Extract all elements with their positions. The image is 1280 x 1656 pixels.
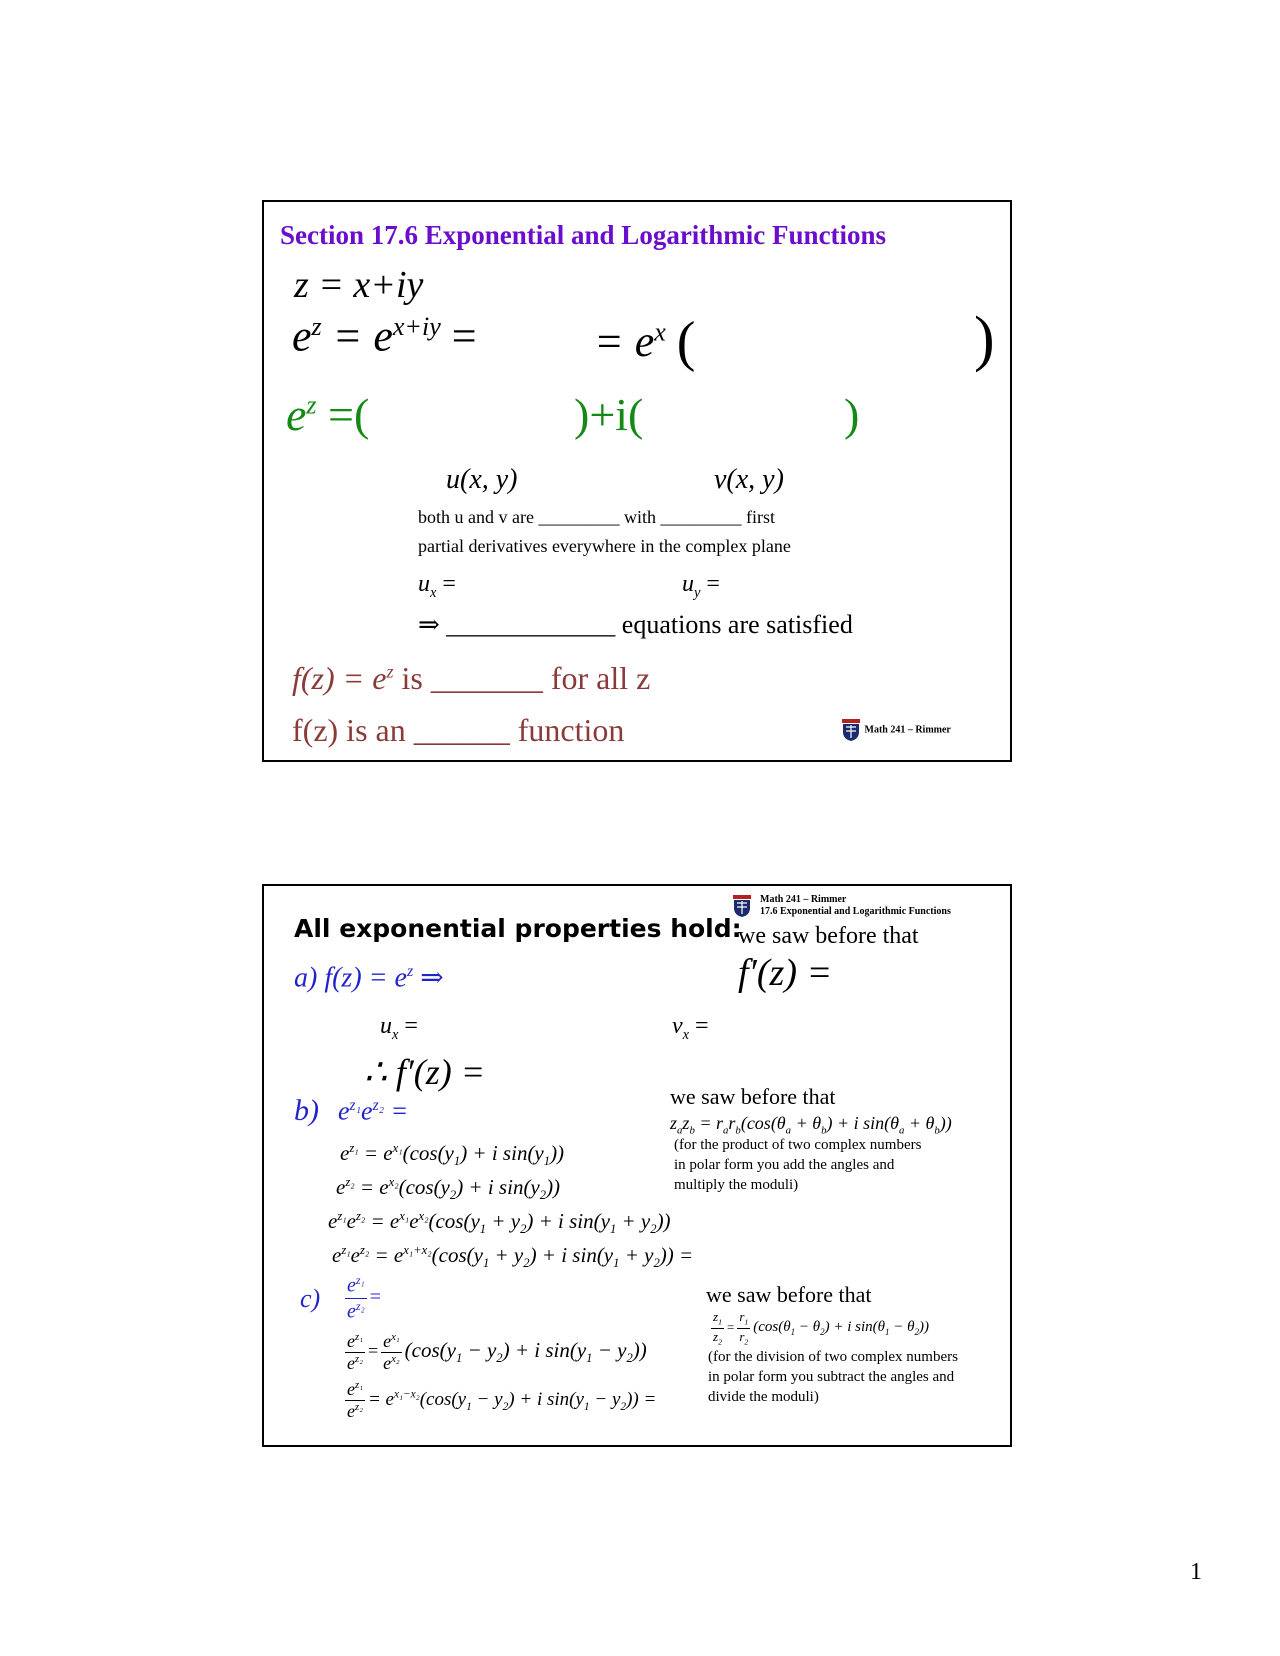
ez-base: e	[292, 311, 312, 361]
c2-rest: = $e^{x_1-x_2}(\cos(y_1 - y_2) + i$ $\sin(y_1 - y_2)$) =	[367, 1388, 657, 1413]
fz-line-1-b: is _______ for all z	[393, 660, 651, 696]
c2-frac	[345, 1380, 365, 1421]
b-line-1: $e^{z_1} = e^{x_1}(\cos(y_1) + i$ $\sin(y_1)$)	[340, 1141, 565, 1169]
uy-sub: y	[694, 584, 701, 601]
slide-1	[262, 200, 1012, 762]
part-c-label: c)	[300, 1284, 321, 1313]
uy-line	[682, 572, 720, 600]
part-a-arrow: ⇒	[413, 962, 444, 994]
ez-eq2: =	[440, 311, 477, 361]
a-vx-eq: =	[689, 1013, 709, 1039]
c1-frac-left	[345, 1332, 365, 1373]
b-line-3: $e^{z_1}e^{z_2} = e^{x_1}e^{x_2}(\cos(y_1 + y_2) + i$ $\sin(y_1 + y_2)$)	[328, 1209, 671, 1237]
fz-line-2: f(z) is an ______ function	[292, 712, 625, 748]
fz-line-1	[292, 662, 650, 694]
university-crest-icon	[840, 718, 862, 742]
c1-eq: =	[367, 1340, 379, 1361]
b-line-4: $e^{z_1}e^{z_2} = e^{x_1+x_2}(\cos(y_1 + y_2) + i$ $\sin(y_1 + y_2)$) =	[332, 1243, 694, 1271]
a-vx-sub: x	[682, 1026, 690, 1043]
a-ux-eq: =	[398, 1013, 418, 1039]
part-b-expr: $e^{z_1}e^{z_2}$ =	[338, 1096, 409, 1126]
fz-line-1-exp: z	[386, 661, 394, 682]
b-line-2: $e^{z_2} = e^{x_2}(\cos(y_2) + i$ $\sin(y_2)$)	[336, 1175, 561, 1203]
ez-exp2: x+iy	[392, 312, 441, 341]
a-vx-v: v	[672, 1013, 683, 1039]
green-eq: =(	[316, 389, 370, 440]
green-end: )	[844, 389, 860, 440]
uy-u: u	[682, 571, 694, 597]
ux-u: u	[418, 571, 430, 597]
div-note-1: (for the division of two complex numbers	[708, 1349, 958, 1365]
div-r1: $r_1$	[737, 1310, 750, 1329]
ex-exp: x	[654, 317, 666, 347]
text-partial: partial derivatives everywhere in the complex plane	[418, 536, 791, 556]
a-ux-sub: x	[392, 1026, 399, 1043]
fz-line-1-a: f(z) = e	[292, 660, 387, 696]
product-formula: $z_az_b = r_ar_b(\cos(\theta_a + \theta_b) + i$ $\sin(\theta_a + \theta_b)$)	[670, 1113, 952, 1137]
header-line-1: Math 241 – Rimmer	[760, 894, 847, 905]
green-mid: )+i(	[574, 389, 644, 440]
division-formula: $\frac{z_1}{z_2}$ = $\frac{r_1}{r_2}$ ($\cos(\theta_1 - \theta_2) + i$ $\sin(\theta_1 - \theta_2)$)	[713, 1309, 930, 1347]
div-r2: $r_2$	[739, 1328, 749, 1347]
text-both: both u and v are _________ with _________ first	[418, 507, 775, 527]
footer-text: Math 241 – Rimmer	[864, 724, 951, 736]
v-label: v(x, y)	[714, 464, 784, 495]
part-c-expr	[342, 1274, 381, 1322]
saw-before-3: we saw before that	[706, 1282, 872, 1307]
equation-ex	[594, 311, 696, 373]
equation-ez-green	[286, 389, 370, 440]
page-number: 1	[1190, 1559, 1202, 1585]
equation-z: z = x+iy	[294, 264, 424, 306]
equations-line: ⇒ _____________ equations are satisfied	[418, 610, 853, 639]
therefore-line: ∴ f′(z) =	[364, 1052, 486, 1092]
open-paren: (	[676, 311, 696, 373]
product-note-2: in polar form you add the angles and	[674, 1157, 895, 1173]
part-a-exp: z	[406, 963, 414, 980]
div-z2: $z_2$	[713, 1328, 722, 1347]
header-line-2: 17.6 Exponential and Logarithmic Functions	[760, 906, 951, 917]
c-den: $e^{z_2}$	[347, 1298, 365, 1323]
slide-2-heading: All exponential properties hold:	[294, 914, 742, 943]
part-a	[294, 964, 444, 992]
saw-before-2: we saw before that	[670, 1084, 836, 1109]
div-frac-r	[737, 1310, 750, 1347]
c1-frac-right	[381, 1332, 402, 1373]
c-line-1	[342, 1332, 647, 1373]
equation-ez	[292, 311, 477, 361]
uy-eq: =	[700, 571, 720, 597]
ez-eq1: = e	[321, 311, 393, 361]
div-z1: $z_1$	[711, 1310, 724, 1329]
fprime-eq: f′(z) =	[738, 952, 833, 994]
c1-rest: ($\cos(y_1 - y_2) + i$ $\sin(y_1 - y_2)$)	[404, 1337, 647, 1365]
u-label: u(x, y)	[446, 464, 518, 495]
ux-sub: x	[430, 584, 437, 601]
product-note-1: (for the product of two complex numbers	[674, 1137, 922, 1153]
part-b-label: b)	[294, 1094, 319, 1127]
c-fraction	[345, 1274, 367, 1322]
ux-line	[418, 572, 456, 600]
c1-xden: $e^{x_2}$	[383, 1352, 400, 1373]
slide-2	[262, 884, 1012, 1447]
ez-exp: z	[311, 312, 322, 341]
c2-den: $e^{z_2}$	[347, 1400, 363, 1421]
slide-1-footer	[840, 718, 951, 742]
div-note-2: in polar form you subtract the angles and	[708, 1369, 955, 1385]
c-eq: =	[369, 1285, 382, 1308]
part-a-text: a) f(z) = e	[294, 962, 407, 994]
c1-den: $e^{z_2}$	[347, 1352, 363, 1373]
c-num: $e^{z_1}$	[347, 1273, 365, 1297]
div-rest: ($\cos(\theta_1 - \theta_2) + i$ $\sin(\theta_1 - \theta_2)$)	[753, 1319, 930, 1338]
saw-before-1: we saw before that	[738, 923, 919, 949]
slide-1-title: Section 17.6 Exponential and Logarithmic Functions	[280, 220, 887, 250]
c1-num: $e^{z_1}$	[347, 1331, 363, 1351]
div-note-3: divide the moduli)	[708, 1389, 819, 1405]
ux-eq: =	[436, 571, 456, 597]
div-frac-z	[711, 1310, 724, 1347]
c2-num: $e^{z_1}$	[347, 1379, 363, 1399]
a-ux-u: u	[380, 1013, 392, 1039]
slide-2-header	[734, 894, 951, 918]
product-note-3: multiply the moduli)	[674, 1177, 799, 1193]
c1-xnum: $e^{x_1}$	[383, 1331, 400, 1351]
a-ux	[380, 1014, 418, 1042]
ex-eq: = e	[594, 317, 655, 366]
green-base: e	[286, 389, 307, 440]
a-vx	[672, 1014, 709, 1042]
c-line-2	[342, 1380, 656, 1421]
green-exp: z	[306, 390, 317, 420]
close-paren: )	[974, 305, 995, 373]
